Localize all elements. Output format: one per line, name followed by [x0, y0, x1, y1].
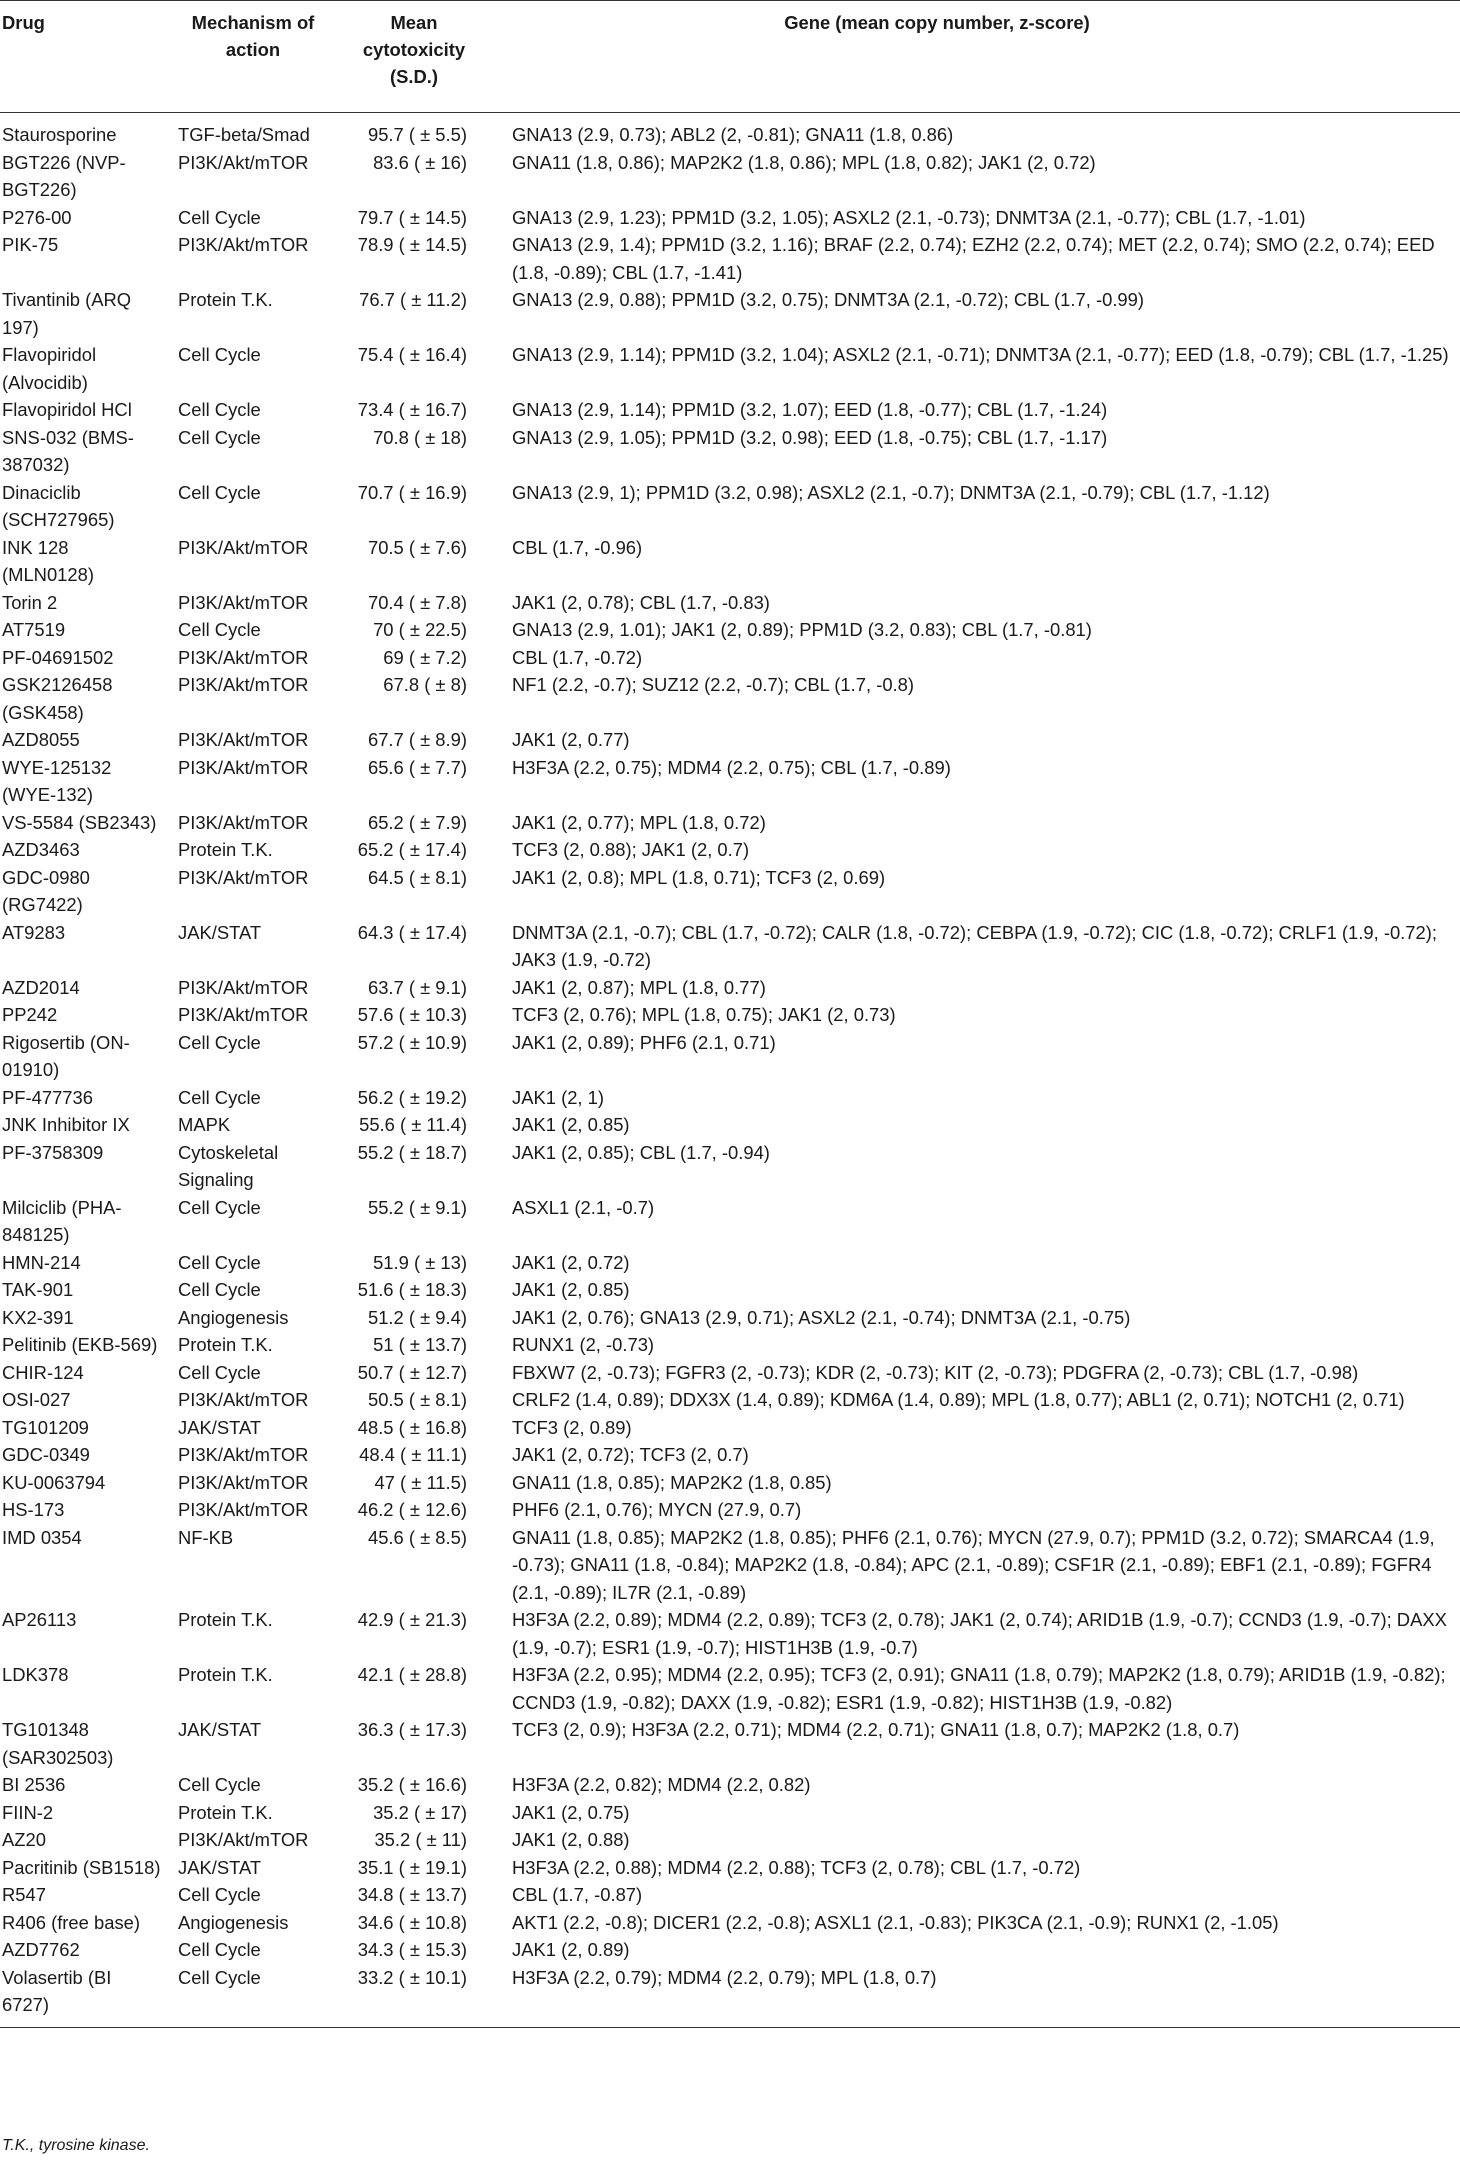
cell-cytotoxicity: 48.4 ( ± 11.1) [359, 1444, 467, 1465]
cell-genes: GNA13 (2.9, 0.88); PPM1D (3.2, 0.75); DNMT3A (2.1, -0.72); CBL (1.7, -0.99) [512, 289, 1145, 310]
cell-mechanism: Cell Cycle [178, 206, 261, 228]
cell-genes: JAK1 (2, 0.77) [512, 729, 630, 750]
table-row [0, 1276, 1460, 1304]
cell-mechanism: PI3K/Akt/mTOR [178, 1829, 309, 1850]
cell-mechanism: Cell Cycle [178, 1279, 261, 1300]
table-row [0, 1441, 1460, 1469]
cell-drug: Volasertib (BI 6727) [2, 1966, 112, 2015]
cell-genes: AKT1 (2.2, -0.8); DICER1 (2.2, -0.8); ASXL1 (2.1, -0.83); PIK3CA (2.1, -0.9); RUNX1 (2, -1.05) [512, 1911, 1279, 1933]
cell-drug: SNS-032 (BMS-387032) [2, 426, 134, 475]
cell-genes: PHF6 (2.1, 0.76); MYCN (27.9, 0.7) [512, 1499, 802, 1520]
cell-cytotoxicity: 95.7 ( ± 5.5) [367, 124, 467, 145]
cell-cytotoxicity: 50.7 ( ± 12.7) [357, 1361, 467, 1383]
cell-genes: GNA13 (2.9, 1.23); PPM1D (3.2, 1.05); ASXL2 (2.1, -0.73); DNMT3A (2.1, -0.77); CBL (1.7, -1.01) [512, 206, 1306, 228]
cell-drug: OSI-027 [2, 1389, 71, 1410]
cell-cytotoxicity: 78.9 ( ± 14.5) [357, 234, 467, 255]
cell-cytotoxicity: 55.2 ( ± 18.7) [357, 1141, 467, 1163]
cell-drug: AZD8055 [2, 729, 80, 750]
header-cytotoxicity: Mean cytotoxicity (S.D.) [346, 1, 500, 113]
cell-genes: DNMT3A (2.1, -0.7); CBL (1.7, -0.72); CALR (1.8, -0.72); CEBPA (1.9, -0.72); CIC (1.8, -0.72); CRLF1 (1.9, -0.72); JAK3 (1.9, -0.72) [512, 921, 1437, 970]
cell-mechanism: Cell Cycle [178, 344, 261, 365]
table-row [0, 1084, 1460, 1112]
cell-drug: Dinaciclib (SCH727965) [2, 481, 115, 530]
cell-cytotoxicity: 51.6 ( ± 18.3) [357, 1279, 467, 1300]
cell-drug: Tivantinib (ARQ 197) [2, 289, 132, 338]
cell-mechanism: PI3K/Akt/mTOR [178, 1444, 309, 1465]
table-row [0, 149, 1460, 204]
cell-cytotoxicity: 70.4 ( ± 7.8) [367, 591, 467, 613]
cell-mechanism: JAK/STAT [178, 1416, 262, 1438]
cell-drug: AZD2014 [2, 976, 80, 998]
cell-mechanism: Protein T.K. [178, 1334, 273, 1355]
cell-mechanism: JAK/STAT [178, 1856, 262, 1878]
cell-drug: AZD7762 [2, 1939, 80, 1960]
table-row [0, 1359, 1460, 1387]
header-row [0, 1, 1460, 113]
cell-mechanism: NF-KB [178, 1526, 234, 1548]
cell-cytotoxicity: 63.7 ( ± 9.1) [367, 976, 467, 998]
cell-mechanism: Cell Cycle [178, 1966, 261, 1988]
cell-drug: IMD 0354 [2, 1526, 82, 1548]
cell-cytotoxicity: 67.7 ( ± 8.9) [367, 729, 467, 750]
table-row [0, 204, 1460, 232]
table-header [0, 1, 1460, 113]
cell-genes: JAK1 (2, 0.78); CBL (1.7, -0.83) [512, 591, 770, 613]
cell-drug: AT9283 [2, 921, 66, 943]
cell-drug: AZD3463 [2, 839, 80, 860]
table-row [0, 1496, 1460, 1524]
cell-cytotoxicity: 65.6 ( ± 7.7) [367, 756, 467, 778]
table-row [0, 754, 1460, 809]
cell-drug: JNK Inhibitor IX [2, 1114, 130, 1135]
cell-genes: GNA13 (2.9, 1.14); PPM1D (3.2, 1.07); EED (1.8, -0.77); CBL (1.7, -1.24) [512, 399, 1108, 420]
cell-mechanism: Protein T.K. [178, 839, 273, 860]
cell-mechanism: PI3K/Akt/mTOR [178, 1499, 309, 1520]
cell-cytotoxicity: 51.9 ( ± 13) [373, 1251, 467, 1273]
table-row [0, 974, 1460, 1002]
cell-cytotoxicity: 47 ( ± 11.5) [374, 1471, 467, 1493]
cell-cytotoxicity: 34.8 ( ± 13.7) [357, 1884, 467, 1905]
cell-genes: TCF3 (2, 0.88); JAK1 (2, 0.7) [512, 839, 750, 860]
cell-genes: FBXW7 (2, -0.73); FGFR3 (2, -0.73); KDR (2, -0.73); KIT (2, -0.73); PDGFRA (2, -0.73); CBL (1.7, -0.98) [512, 1361, 1359, 1383]
cell-cytotoxicity: 70.7 ( ± 16.9) [357, 481, 467, 503]
cell-drug: HMN-214 [2, 1251, 81, 1273]
table-row [0, 1854, 1460, 1882]
cell-genes: H3F3A (2.2, 0.79); MDM4 (2.2, 0.79); MPL (1.8, 0.7) [512, 1966, 937, 1988]
cell-cytotoxicity: 46.2 ( ± 12.6) [357, 1499, 467, 1520]
cell-cytotoxicity: 42.1 ( ± 28.8) [357, 1664, 467, 1685]
cell-cytotoxicity: 35.2 ( ± 16.6) [357, 1774, 467, 1795]
cell-genes: JAK1 (2, 0.76); GNA13 (2.9, 0.71); ASXL2 (2.1, -0.74); DNMT3A (2.1, -0.75) [512, 1306, 1131, 1328]
cell-cytotoxicity: 73.4 ( ± 16.7) [357, 399, 467, 420]
cell-mechanism: PI3K/Akt/mTOR [178, 151, 309, 173]
cell-drug: BI 2536 [2, 1774, 66, 1795]
cell-mechanism: Cell Cycle [178, 481, 261, 503]
cell-genes: CBL (1.7, -0.96) [512, 536, 643, 558]
cell-drug: Flavopiridol HCl [2, 399, 132, 420]
table-row [0, 1524, 1460, 1607]
cell-genes: GNA11 (1.8, 0.86); MAP2K2 (1.8, 0.86); MPL (1.8, 0.82); JAK1 (2, 0.72) [512, 151, 1096, 173]
cell-mechanism: PI3K/Akt/mTOR [178, 866, 309, 888]
table-body [0, 113, 1460, 2028]
cell-mechanism: Cytoskeletal Signaling [178, 1141, 279, 1190]
cell-genes: JAK1 (2, 1) [512, 1086, 604, 1108]
cell-drug: BGT226 (NVP-BGT226) [2, 151, 126, 200]
cell-genes: H3F3A (2.2, 0.82); MDM4 (2.2, 0.82) [512, 1774, 811, 1795]
cell-genes: JAK1 (2, 0.89) [512, 1939, 630, 1960]
cell-cytotoxicity: 67.8 ( ± 8) [383, 674, 467, 695]
cell-mechanism: PI3K/Akt/mTOR [178, 756, 309, 778]
cell-mechanism: Protein T.K. [178, 1609, 273, 1630]
table-row [0, 589, 1460, 617]
cell-genes: CRLF2 (1.4, 0.89); DDX3X (1.4, 0.89); KDM6A (1.4, 0.89); MPL (1.8, 0.77); ABL1 (2, 0.71); NOTCH1 (2, 0.71) [512, 1389, 1405, 1410]
cell-cytotoxicity: 65.2 ( ± 17.4) [357, 839, 467, 860]
cell-mechanism: PI3K/Akt/mTOR [178, 729, 309, 750]
cell-cytotoxicity: 76.7 ( ± 11.2) [359, 289, 467, 310]
cell-mechanism: PI3K/Akt/mTOR [178, 674, 309, 695]
cell-genes: H3F3A (2.2, 0.75); MDM4 (2.2, 0.75); CBL (1.7, -0.89) [512, 756, 951, 778]
cell-mechanism: Cell Cycle [178, 1884, 261, 1905]
cell-drug: CHIR-124 [2, 1361, 84, 1383]
cell-drug: PF-477736 [2, 1086, 93, 1108]
cell-cytotoxicity: 64.3 ( ± 17.4) [357, 921, 467, 943]
cell-drug: GDC-0349 [2, 1444, 90, 1465]
table-row [0, 809, 1460, 837]
cell-cytotoxicity: 57.6 ( ± 10.3) [357, 1004, 467, 1025]
cell-drug: LDK378 [2, 1664, 69, 1685]
cell-mechanism: PI3K/Akt/mTOR [178, 536, 309, 558]
cell-mechanism: JAK/STAT [178, 921, 262, 943]
table-footnote: T.K., tyrosine kinase. [2, 2137, 150, 2154]
cell-drug: R406 (free base) [2, 1911, 141, 1933]
cell-mechanism: Cell Cycle [178, 619, 261, 640]
table-row [0, 396, 1460, 424]
cell-mechanism: TGF-beta/Smad [178, 124, 310, 145]
cell-drug: HS-173 [2, 1499, 65, 1520]
table-row [0, 1111, 1460, 1139]
cell-drug: TG101209 [2, 1416, 89, 1438]
table-row [0, 1304, 1460, 1332]
table-row [0, 1826, 1460, 1854]
cell-cytotoxicity: 57.2 ( ± 10.9) [357, 1031, 467, 1053]
cell-drug: GDC-0980 (RG7422) [2, 866, 90, 915]
cell-genes: GNA13 (2.9, 1.4); PPM1D (3.2, 1.16); BRAF (2.2, 0.74); EZH2 (2.2, 0.74); MET (2.2, 0.74); SMO (2.2, 0.74); EED (1.8, -0.89); CBL (1.7, -1.41) [512, 234, 1435, 283]
cell-genes: JAK1 (2, 0.87); MPL (1.8, 0.77) [512, 976, 766, 998]
cell-cytotoxicity: 35.1 ( ± 19.1) [357, 1856, 467, 1878]
cell-genes: JAK1 (2, 0.88) [512, 1829, 630, 1850]
cell-mechanism: Cell Cycle [178, 1031, 261, 1053]
cell-genes: JAK1 (2, 0.72) [512, 1251, 630, 1273]
cell-cytotoxicity: 69 ( ± 7.2) [383, 646, 467, 668]
cell-drug: Milciclib (PHA-848125) [2, 1196, 122, 1245]
cell-genes: TCF3 (2, 0.9); H3F3A (2.2, 0.71); MDM4 (2.2, 0.71); GNA11 (1.8, 0.7); MAP2K2 (1.8, 0.7) [512, 1719, 1240, 1740]
table-row [0, 1001, 1460, 1029]
cell-genes: JAK1 (2, 0.85) [512, 1279, 630, 1300]
table-row [0, 1194, 1460, 1249]
table-row [0, 1799, 1460, 1827]
cell-drug: PIK-75 [2, 234, 59, 255]
cell-cytotoxicity: 64.5 ( ± 8.1) [367, 866, 467, 888]
cell-mechanism: Protein T.K. [178, 1664, 273, 1685]
cell-mechanism: PI3K/Akt/mTOR [178, 591, 309, 613]
table-row [0, 1414, 1460, 1442]
header-gene: Gene (mean copy number, z-score) [500, 1, 1460, 113]
cell-genes: JAK1 (2, 0.77); MPL (1.8, 0.72) [512, 811, 766, 833]
cell-drug: KX2-391 [2, 1306, 74, 1328]
cell-genes: CBL (1.7, -0.72) [512, 646, 643, 668]
table-row [0, 1964, 1460, 2028]
cell-genes: JAK1 (2, 0.72); TCF3 (2, 0.7) [512, 1444, 749, 1465]
cell-genes: NF1 (2.2, -0.7); SUZ12 (2.2, -0.7); CBL (1.7, -0.8) [512, 674, 915, 695]
table-row [0, 1386, 1460, 1414]
cell-mechanism: PI3K/Akt/mTOR [178, 646, 309, 668]
cell-genes: JAK1 (2, 0.85) [512, 1114, 630, 1135]
table-row [0, 644, 1460, 672]
cell-cytotoxicity: 45.6 ( ± 8.5) [367, 1526, 467, 1548]
cell-mechanism: Cell Cycle [178, 1939, 261, 1960]
cell-mechanism: PI3K/Akt/mTOR [178, 1389, 309, 1410]
cell-drug: Pelitinib (EKB-569) [2, 1334, 158, 1355]
cell-drug: INK 128 (MLN0128) [2, 536, 94, 585]
cell-drug: FIIN-2 [2, 1801, 54, 1823]
table-row [0, 1661, 1460, 1716]
cell-genes: TCF3 (2, 0.76); MPL (1.8, 0.75); JAK1 (2, 0.73) [512, 1004, 896, 1025]
cell-cytotoxicity: 35.2 ( ± 11) [374, 1829, 467, 1850]
cell-mechanism: Cell Cycle [178, 1086, 261, 1108]
cell-mechanism: Protein T.K. [178, 1801, 273, 1823]
cell-drug: Rigosertib (ON-01910) [2, 1031, 130, 1080]
cell-cytotoxicity: 79.7 ( ± 14.5) [357, 206, 467, 228]
cell-cytotoxicity: 83.6 ( ± 16) [373, 151, 467, 173]
cell-cytotoxicity: 51.2 ( ± 9.4) [367, 1306, 467, 1328]
cell-drug: Staurosporine [2, 124, 117, 145]
table-row [0, 1771, 1460, 1799]
table-row [0, 1936, 1460, 1964]
cell-drug: PP242 [2, 1004, 58, 1025]
cell-drug: R547 [2, 1884, 46, 1905]
header-drug: Drug [0, 1, 166, 113]
cell-drug: P276-00 [2, 206, 72, 228]
table-row [0, 1029, 1460, 1084]
cell-drug: Pacritinib (SB1518) [2, 1856, 161, 1878]
cell-mechanism: MAPK [178, 1114, 231, 1135]
cell-drug: Torin 2 [2, 591, 58, 613]
cell-cytotoxicity: 56.2 ( ± 19.2) [357, 1086, 467, 1108]
cell-drug: GSK2126458 (GSK458) [2, 674, 113, 723]
table-row [0, 479, 1460, 534]
cell-drug: Flavopiridol (Alvocidib) [2, 344, 97, 393]
cell-cytotoxicity: 70.5 ( ± 7.6) [367, 536, 467, 558]
cell-cytotoxicity: 55.2 ( ± 9.1) [367, 1196, 467, 1218]
cell-cytotoxicity: 75.4 ( ± 16.4) [357, 344, 467, 365]
cell-mechanism: JAK/STAT [178, 1719, 262, 1740]
cell-mechanism: PI3K/Akt/mTOR [178, 1004, 309, 1025]
cell-genes: JAK1 (2, 0.8); MPL (1.8, 0.71); TCF3 (2, 0.69) [512, 866, 886, 888]
cell-cytotoxicity: 34.3 ( ± 15.3) [357, 1939, 467, 1960]
table-row [0, 1331, 1460, 1359]
cell-mechanism: Cell Cycle [178, 1361, 261, 1383]
cell-genes: TCF3 (2, 0.89) [512, 1416, 632, 1438]
cell-drug: PF-04691502 [2, 646, 114, 668]
table-row [0, 1716, 1460, 1771]
table-row [0, 1881, 1460, 1909]
cell-mechanism: Angiogenesis [178, 1911, 289, 1933]
table-row [0, 1909, 1460, 1937]
cell-mechanism: PI3K/Akt/mTOR [178, 976, 309, 998]
header-mechanism: Mechanism of action [166, 1, 346, 113]
cell-drug: PF-3758309 [2, 1141, 104, 1163]
cell-cytotoxicity: 70 ( ± 22.5) [373, 619, 467, 640]
table-row [0, 286, 1460, 341]
cell-genes: JAK1 (2, 0.85); CBL (1.7, -0.94) [512, 1141, 770, 1163]
table-row [0, 341, 1460, 396]
table-row [0, 1606, 1460, 1661]
cell-genes: CBL (1.7, -0.87) [512, 1884, 643, 1905]
table-row [0, 671, 1460, 726]
cell-cytotoxicity: 55.6 ( ± 11.4) [359, 1114, 467, 1135]
cell-genes: GNA11 (1.8, 0.85); MAP2K2 (1.8, 0.85) [512, 1471, 832, 1493]
cell-drug: AP26113 [2, 1609, 77, 1630]
cell-mechanism: Cell Cycle [178, 1196, 261, 1218]
table-row [0, 726, 1460, 754]
cell-genes: H3F3A (2.2, 0.95); MDM4 (2.2, 0.95); TCF3 (2, 0.91); GNA11 (1.8, 0.79); MAP2K2 (1.8, 0.79); ARID1B (1.9, -0.82); CCND3 (1.9, -0.82); DAXX (1.9, -0.82); ESR1 (1.9, -0.82); HIST1H3B (1.9, -0.82) [512, 1664, 1446, 1713]
cell-cytotoxicity: 48.5 ( ± 16.8) [357, 1416, 467, 1438]
cell-genes: GNA13 (2.9, 1.01); JAK1 (2, 0.89); PPM1D (3.2, 0.83); CBL (1.7, -0.81) [512, 619, 1092, 640]
cell-cytotoxicity: 36.3 ( ± 17.3) [357, 1719, 467, 1740]
cell-cytotoxicity: 34.6 ( ± 10.8) [357, 1911, 467, 1933]
cell-drug: AZ20 [2, 1829, 46, 1850]
cell-cytotoxicity: 51 ( ± 13.7) [373, 1334, 467, 1355]
table-row [0, 919, 1460, 974]
cell-mechanism: PI3K/Akt/mTOR [178, 1471, 309, 1493]
cell-genes: H3F3A (2.2, 0.88); MDM4 (2.2, 0.88); TCF3 (2, 0.78); CBL (1.7, -0.72) [512, 1856, 1081, 1878]
cell-drug: AT7519 [2, 619, 66, 640]
cell-genes: JAK1 (2, 0.75) [512, 1801, 630, 1823]
table-row [0, 113, 1460, 149]
table-row [0, 1249, 1460, 1277]
cell-cytotoxicity: 70.8 ( ± 18) [373, 426, 467, 448]
cell-cytotoxicity: 33.2 ( ± 10.1) [357, 1966, 467, 1988]
cell-genes: GNA13 (2.9, 1); PPM1D (3.2, 0.98); ASXL2 (2.1, -0.7); DNMT3A (2.1, -0.79); CBL (1.7, -1.12) [512, 481, 1270, 503]
cell-genes: JAK1 (2, 0.89); PHF6 (2.1, 0.71) [512, 1031, 776, 1053]
cell-cytotoxicity: 42.9 ( ± 21.3) [357, 1609, 467, 1630]
cell-drug: TAK-901 [2, 1279, 74, 1300]
cell-drug: VS-5584 (SB2343) [2, 811, 157, 833]
cell-drug: KU-0063794 [2, 1471, 106, 1493]
cell-mechanism: Protein T.K. [178, 289, 273, 310]
table-row [0, 616, 1460, 644]
cell-mechanism: Cell Cycle [178, 1774, 261, 1795]
table-row [0, 534, 1460, 589]
cell-mechanism: Cell Cycle [178, 426, 261, 448]
table-row [0, 1469, 1460, 1497]
table-row [0, 1139, 1460, 1194]
cell-genes: RUNX1 (2, -0.73) [512, 1334, 655, 1355]
cell-drug: TG101348 (SAR302503) [2, 1719, 114, 1768]
cell-mechanism: Cell Cycle [178, 1251, 261, 1273]
cell-genes: H3F3A (2.2, 0.89); MDM4 (2.2, 0.89); TCF3 (2, 0.78); JAK1 (2, 0.74); ARID1B (1.9, -0.7); CCND3 (1.9, -0.7); DAXX (1.9, -0.7); ESR1 (1.9, -0.7); HIST1H3B (1.9, -0.7) [512, 1609, 1447, 1658]
cell-cytotoxicity: 35.2 ( ± 17) [373, 1801, 467, 1823]
table-row [0, 424, 1460, 479]
cell-mechanism: Cell Cycle [178, 399, 261, 420]
cell-mechanism: PI3K/Akt/mTOR [178, 234, 309, 255]
cell-genes: GNA13 (2.9, 1.14); PPM1D (3.2, 1.04); ASXL2 (2.1, -0.71); DNMT3A (2.1, -0.77); EED (1.8, -0.79); CBL (1.7, -1.25) [512, 344, 1449, 365]
cell-genes: ASXL1 (2.1, -0.7) [512, 1196, 655, 1218]
cell-drug: WYE-125132 (WYE-132) [2, 756, 112, 805]
cell-genes: GNA11 (1.8, 0.85); MAP2K2 (1.8, 0.85); PHF6 (2.1, 0.76); MYCN (27.9, 0.7); PPM1D (3.2, 0.72); SMARCA4 (1.9, -0.73); GNA11 (1.8, -0.84); MAP2K2 (1.8, -0.84); APC (2.1, -0.89); CSF1R (2.1, -0.89); EBF1 (2.1, -0.89); FGFR4 (2.1, -0.89); IL7R (2.1, -0.89) [512, 1526, 1435, 1603]
cell-genes: GNA13 (2.9, 0.73); ABL2 (2, -0.81); GNA11 (1.8, 0.86) [512, 124, 954, 145]
table-row [0, 836, 1460, 864]
cell-mechanism: Angiogenesis [178, 1306, 289, 1328]
table-row [0, 231, 1460, 286]
cell-genes: GNA13 (2.9, 1.05); PPM1D (3.2, 0.98); EED (1.8, -0.75); CBL (1.7, -1.17) [512, 426, 1108, 448]
table-row [0, 864, 1460, 919]
cell-cytotoxicity: 65.2 ( ± 7.9) [367, 811, 467, 833]
cell-mechanism: PI3K/Akt/mTOR [178, 811, 309, 833]
cell-cytotoxicity: 50.5 ( ± 8.1) [367, 1389, 467, 1410]
